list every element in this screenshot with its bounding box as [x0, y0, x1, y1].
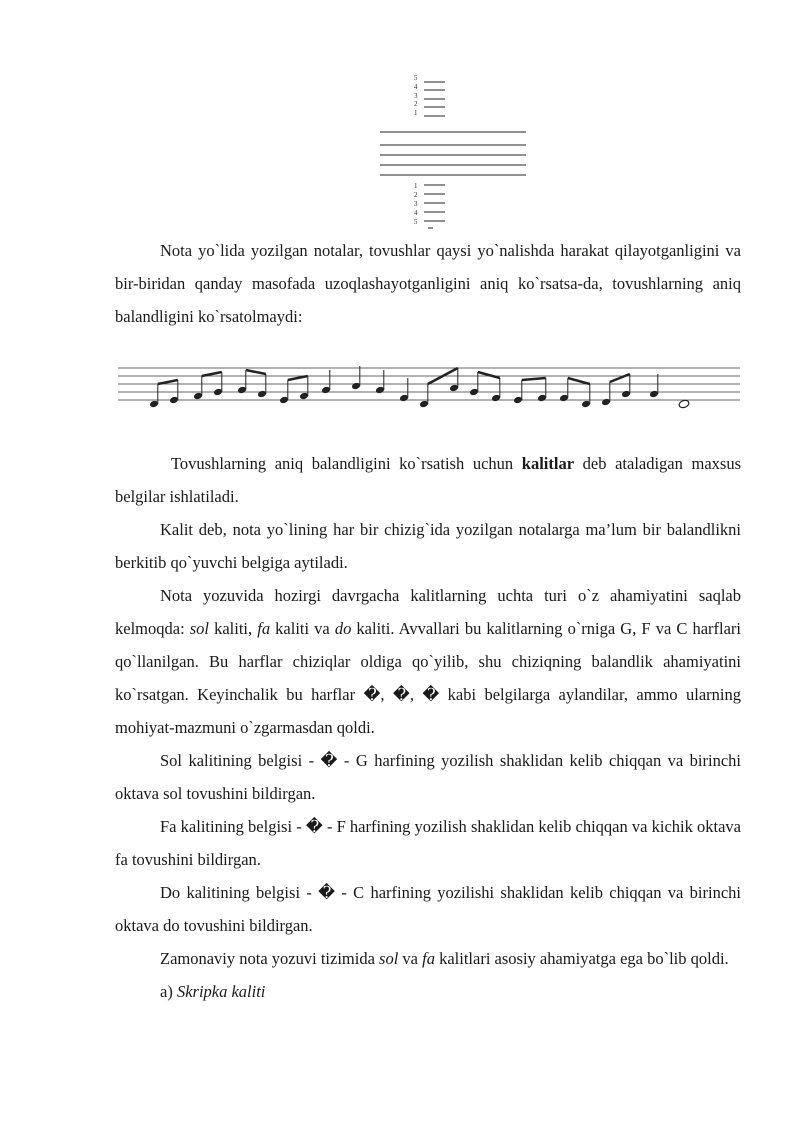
- paragraph-intro: [115, 234, 741, 333]
- paragraph-1: Nota yo`lida yozilgan notalar, tovushlar qaysi yo`nalishda harakat qilayotganligini va bir-biridan qanday masofada uzoqlashayotganligini aniq ko`rsatsa-da, tovushlarning aniq balandligini ko`rsatolmaydi:: [115, 241, 741, 326]
- note-beam: [202, 372, 222, 376]
- upper-number-1: 1: [414, 109, 418, 117]
- term-kalitlar: kalitlar: [521, 454, 575, 473]
- melody-staff-figure: [112, 360, 742, 415]
- note-beam: [246, 370, 266, 374]
- paragraph-9: [115, 975, 741, 1008]
- paragraph-4: [115, 579, 741, 744]
- paragraph-5: Sol kalitining belgisi - � - G harfining yozilish shaklidan kelib chiqqan va birinchi oktava sol tovushini bildirgan.: [115, 751, 741, 803]
- staff-ledger-lines-figure: [370, 70, 540, 235]
- paragraph-3: Kalit deb, nota yo`lining har bir chizig`ida yozilgan notalarga ma’lum bir balandlikni berkitib qo`yuvchi belgiga aytiladi.: [115, 520, 741, 572]
- half-note-head: [678, 399, 690, 409]
- paragraph-4-text-b: kaliti,: [209, 619, 258, 638]
- paragraph-8-text-b: va: [398, 949, 423, 968]
- upper-number-5: 5: [414, 74, 418, 82]
- lower-number-3: 3: [414, 200, 418, 208]
- lower-number-2: 2: [414, 191, 418, 199]
- paragraph-8-text-c: kalitlari asosiy ahamiyatga ega bo`lib qoldi.: [434, 949, 729, 968]
- term-do: do: [334, 619, 352, 638]
- paragraph-2: [115, 447, 741, 513]
- upper-number-4: 4: [414, 83, 418, 91]
- upper-number-3: 3: [414, 92, 418, 100]
- paragraph-2-text-b: deb ataladigan maxsus belgilar ishlatiladi.: [115, 454, 741, 506]
- melody-notes: [149, 366, 690, 409]
- term-sol-2: sol: [379, 949, 399, 968]
- note-beam: [288, 376, 308, 380]
- term-sol: sol: [189, 619, 210, 638]
- lower-number-1: 1: [414, 182, 418, 190]
- paragraph-2-text-a: Tovushlarning aniq balandligini ko`rsatish uchun: [171, 454, 522, 473]
- lower-number-5: 5: [414, 218, 418, 226]
- upper-ledger-lines: [414, 74, 445, 117]
- paragraph-4-text-c: kaliti va: [270, 619, 335, 638]
- note-beam: [522, 378, 546, 380]
- note-beam: [158, 380, 178, 384]
- body-text: [115, 447, 741, 1008]
- lower-ledger-lines: [414, 182, 445, 228]
- main-staff: [380, 132, 526, 175]
- lower-number-4: 4: [414, 209, 418, 217]
- paragraph-6: Fa kalitining belgisi - � - F harfining yozilish shaklidan kelib chiqqan va kichik oktava fa tovushini bildirgan.: [115, 817, 741, 869]
- note-beam: [478, 372, 500, 378]
- list-marker: a): [160, 982, 177, 1001]
- note-beam: [610, 374, 630, 382]
- paragraph-8: [115, 942, 741, 975]
- paragraph-8-text-a: Zamonaviy nota yozuvi tizimida: [160, 949, 380, 968]
- note-beam: [568, 378, 590, 384]
- upper-number-2: 2: [414, 100, 418, 108]
- paragraph-7: Do kalitining belgisi - � - C harfining yozilishi shaklidan kelib chiqqan va birinchi oktava do tovushini bildirgan.: [115, 883, 741, 935]
- paragraph-4-text-a: Nota yozuvida hozirgi davrgacha kalitlarning uchta turi o`z ahamiyatini saqlab kelmoqda:: [115, 586, 741, 638]
- term-fa: fa: [257, 619, 271, 638]
- term-fa-2: fa: [422, 949, 435, 968]
- section-heading-skripka-kaliti: Skripka kaliti: [176, 982, 266, 1001]
- paragraph-4-text-d: kaliti. Avvallari bu kalitlarning o`rniga G, F va C harflari qo`llanilgan. Bu harflar chiziqlar oldiga qo`yilib, shu chiziqning balandlik ahamiyatini ko`rsatgan. Keyinchalik bu harflar �, �, � kabi belgilarga aylandilar, ammo ularning mohiyat-mazmuni o`zgarmasdan qoldi.: [115, 619, 742, 737]
